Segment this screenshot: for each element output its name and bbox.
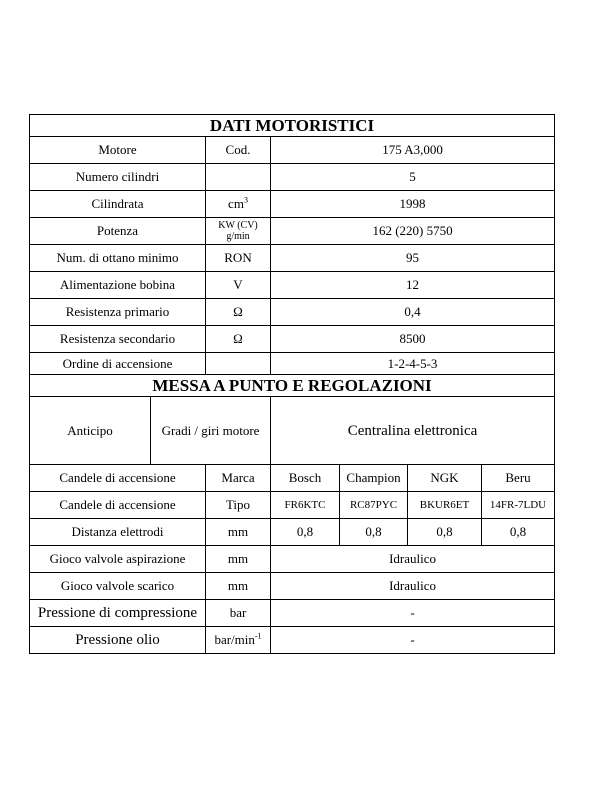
value-primario: 0,4 — [271, 299, 555, 326]
type-champion: RC87PYC — [340, 492, 408, 519]
unit-primario: Ω — [206, 299, 271, 326]
label-anticipo: Anticipo — [30, 397, 151, 465]
row-candele-marca — [30, 465, 555, 492]
row-candele-tipo — [30, 492, 555, 519]
row-primario — [30, 299, 555, 326]
value-bobina: 12 — [271, 272, 555, 299]
row-anticipo — [30, 397, 555, 465]
row-bobina — [30, 272, 555, 299]
gap-beru: 0,8 — [482, 519, 555, 546]
unit-distanza: mm — [206, 519, 271, 546]
value-scarico: Idraulico — [271, 573, 555, 600]
unit-potenza-line2: g/min — [226, 231, 250, 242]
unit-cilindri — [206, 164, 271, 191]
value-olio: - — [271, 627, 555, 654]
row-aspirazione — [30, 546, 555, 573]
label-bobina: Alimentazione bobina — [30, 272, 206, 299]
unit-olio — [206, 627, 271, 654]
row-olio — [30, 627, 555, 654]
unit-cilindrata — [206, 191, 271, 218]
value-cilindrata: 1998 — [271, 191, 555, 218]
value-potenza: 162 (220) 5750 — [271, 218, 555, 245]
brand-ngk: NGK — [408, 465, 482, 492]
row-compressione — [30, 600, 555, 627]
unit-potenza — [206, 218, 271, 245]
unit-cilindrata-exp: 3 — [243, 195, 248, 205]
label-motore: Motore — [30, 137, 206, 164]
row-secondario — [30, 326, 555, 353]
row-potenza — [30, 218, 555, 245]
value-aspirazione: Idraulico — [271, 546, 555, 573]
unit-compressione: bar — [206, 600, 271, 627]
brand-bosch: Bosch — [271, 465, 340, 492]
unit-ordine — [206, 353, 271, 375]
engine-data-table — [29, 114, 555, 654]
type-ngk: BKUR6ET — [408, 492, 482, 519]
row-scarico — [30, 573, 555, 600]
value-cilindri: 5 — [271, 164, 555, 191]
value-secondario: 8500 — [271, 326, 555, 353]
label-candele-tipo: Candele di accensione — [30, 492, 206, 519]
value-ottano: 95 — [271, 245, 555, 272]
unit-ottano: RON — [206, 245, 271, 272]
unit-secondario: Ω — [206, 326, 271, 353]
engine-data-title: DATI MOTORISTICI — [30, 115, 555, 137]
row-ottano — [30, 245, 555, 272]
value-motore: 175 A3,000 — [271, 137, 555, 164]
gap-bosch: 0,8 — [271, 519, 340, 546]
gap-champion: 0,8 — [340, 519, 408, 546]
brand-champion: Champion — [340, 465, 408, 492]
label-aspirazione: Gioco valvole aspirazione — [30, 546, 206, 573]
row-cilindrata — [30, 191, 555, 218]
label-cilindri: Numero cilindri — [30, 164, 206, 191]
row-cilindri — [30, 164, 555, 191]
label-cilindrata: Cilindrata — [30, 191, 206, 218]
label-distanza: Distanza elettrodi — [30, 519, 206, 546]
label-candele-marca: Candele di accensione — [30, 465, 206, 492]
label-potenza: Potenza — [30, 218, 206, 245]
label-compressione: Pressione di compressione — [30, 600, 206, 627]
row-motore — [30, 137, 555, 164]
unit-motore: Cod. — [206, 137, 271, 164]
value-ordine: 1-2-4-5-3 — [271, 353, 555, 375]
unit-cilindrata-base: cm — [228, 196, 244, 211]
label-ordine: Ordine di accensione — [30, 353, 206, 375]
unit-anticipo: Gradi / giri motore — [151, 397, 271, 465]
unit-bobina: V — [206, 272, 271, 299]
label-ottano: Num. di ottano minimo — [30, 245, 206, 272]
unit-aspirazione: mm — [206, 546, 271, 573]
type-beru: 14FR-7LDU — [482, 492, 555, 519]
unit-candele-tipo: Tipo — [206, 492, 271, 519]
unit-potenza-line1: KW (CV) — [218, 220, 258, 231]
value-compressione: - — [271, 600, 555, 627]
row-ordine — [30, 353, 555, 375]
label-primario: Resistenza primario — [30, 299, 206, 326]
unit-scarico: mm — [206, 573, 271, 600]
value-anticipo: Centralina elettronica — [271, 397, 555, 465]
row-distanza — [30, 519, 555, 546]
unit-olio-base: bar/min — [214, 632, 255, 647]
unit-olio-exp: -1 — [254, 631, 262, 641]
brand-beru: Beru — [482, 465, 555, 492]
type-bosch: FR6KTC — [271, 492, 340, 519]
label-olio: Pressione olio — [30, 627, 206, 654]
gap-ngk: 0,8 — [408, 519, 482, 546]
tuning-title: MESSA A PUNTO E REGOLAZIONI — [30, 375, 555, 397]
label-scarico: Gioco valvole scarico — [30, 573, 206, 600]
label-secondario: Resistenza secondario — [30, 326, 206, 353]
unit-candele-marca: Marca — [206, 465, 271, 492]
